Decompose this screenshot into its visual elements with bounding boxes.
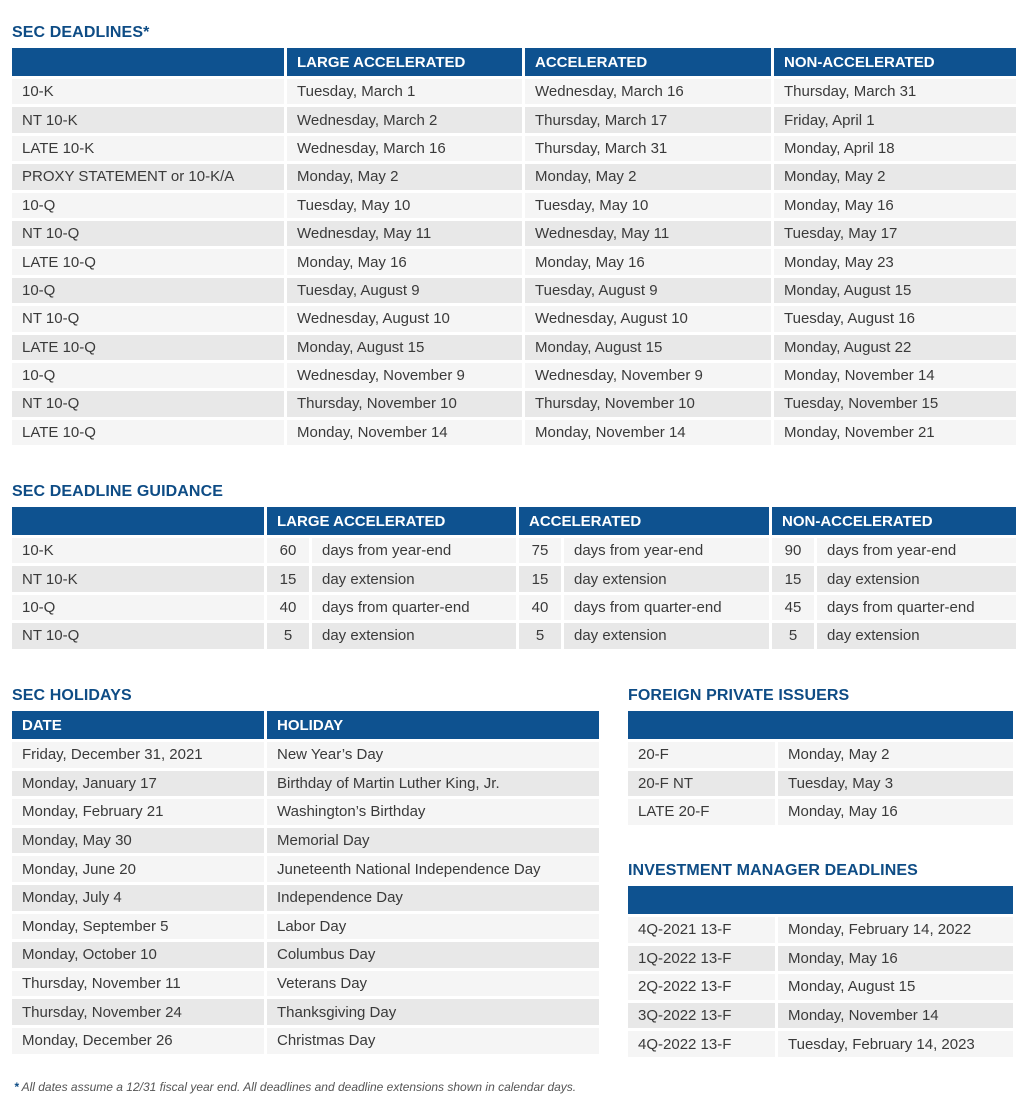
table-cell: day extension bbox=[564, 623, 769, 648]
table-row bbox=[628, 946, 1013, 972]
table-cell: Wednesday, March 16 bbox=[287, 136, 522, 161]
table-cell: 20-F NT bbox=[628, 771, 775, 797]
holidays-table bbox=[9, 708, 602, 1057]
table-cell: Thursday, March 31 bbox=[525, 136, 771, 161]
table-cell: Monday, November 14 bbox=[778, 1003, 1013, 1029]
table-cell-number: 75 bbox=[519, 538, 561, 563]
table-cell: Monday, May 16 bbox=[774, 193, 1016, 218]
table-cell: 10-Q bbox=[12, 278, 284, 303]
table-cell: Monday, May 2 bbox=[525, 164, 771, 189]
table-row bbox=[628, 974, 1013, 1000]
table-header-row bbox=[628, 886, 1013, 914]
footnote-text: All dates assume a 12/31 fiscal year end. All deadlines and deadline extensions shown in calendar days. bbox=[21, 1080, 577, 1094]
table-cell: Memorial Day bbox=[267, 828, 599, 854]
table-cell: Columbus Day bbox=[267, 942, 599, 968]
table-cell: Wednesday, March 2 bbox=[287, 107, 522, 132]
column-header: ACCELERATED bbox=[525, 48, 771, 76]
table-cell: days from year-end bbox=[564, 538, 769, 563]
table-cell: NT 10-Q bbox=[12, 221, 284, 246]
table-cell: Monday, November 14 bbox=[774, 363, 1016, 388]
column-header bbox=[628, 711, 1013, 739]
table-cell: Thursday, November 10 bbox=[525, 391, 771, 416]
table-cell: days from quarter-end bbox=[564, 595, 769, 620]
column-header bbox=[12, 48, 284, 76]
table-cell: New Year’s Day bbox=[267, 742, 599, 768]
table-row bbox=[12, 999, 599, 1025]
table-cell: Wednesday, August 10 bbox=[287, 306, 522, 331]
table-cell: Monday, August 15 bbox=[778, 974, 1013, 1000]
table-cell: Thursday, November 11 bbox=[12, 971, 264, 997]
table-cell: LATE 10-Q bbox=[12, 249, 284, 274]
table-cell: Christmas Day bbox=[267, 1028, 599, 1054]
table-cell-number: 45 bbox=[772, 595, 814, 620]
column-header: NON-ACCELERATED bbox=[774, 48, 1016, 76]
table-cell: days from year-end bbox=[817, 538, 1016, 563]
table-cell: days from year-end bbox=[312, 538, 516, 563]
table-row bbox=[12, 856, 599, 882]
table-cell: Tuesday, February 14, 2023 bbox=[778, 1031, 1013, 1057]
table-cell: 10-Q bbox=[12, 595, 264, 620]
table-row bbox=[628, 1003, 1013, 1029]
table-row bbox=[12, 79, 1016, 104]
table-cell: Monday, November 14 bbox=[525, 420, 771, 445]
sec-deadlines-title: SEC DEADLINES* bbox=[12, 24, 150, 41]
table-cell: Tuesday, August 9 bbox=[287, 278, 522, 303]
table-cell: day extension bbox=[312, 566, 516, 591]
table-cell: NT 10-K bbox=[12, 566, 264, 591]
table-cell: 1Q-2022 13-F bbox=[628, 946, 775, 972]
table-cell: Monday, February 14, 2022 bbox=[778, 917, 1013, 943]
table-cell: Tuesday, May 3 bbox=[778, 771, 1013, 797]
table-cell: Tuesday, November 15 bbox=[774, 391, 1016, 416]
table-row bbox=[12, 828, 599, 854]
table-row bbox=[12, 885, 599, 911]
table-cell: Monday, January 17 bbox=[12, 771, 264, 797]
table-cell: Monday, October 10 bbox=[12, 942, 264, 968]
table-row bbox=[628, 1031, 1013, 1057]
investment-deadlines-table bbox=[625, 883, 1016, 1060]
table-cell: Monday, May 2 bbox=[778, 742, 1013, 768]
table-row bbox=[12, 942, 599, 968]
table-cell: Monday, May 30 bbox=[12, 828, 264, 854]
table-row bbox=[12, 221, 1016, 246]
table-row bbox=[12, 623, 1016, 648]
holidays-title: SEC HOLIDAYS bbox=[12, 687, 132, 704]
table-row bbox=[12, 566, 1016, 591]
table-cell: Monday, May 2 bbox=[287, 164, 522, 189]
table-row bbox=[12, 742, 599, 768]
table-cell: Monday, September 5 bbox=[12, 914, 264, 940]
column-header: LARGE ACCELERATED bbox=[267, 507, 516, 535]
table-cell: day extension bbox=[817, 566, 1016, 591]
table-cell: Tuesday, May 17 bbox=[774, 221, 1016, 246]
table-cell: Tuesday, August 16 bbox=[774, 306, 1016, 331]
table-cell: Monday, August 22 bbox=[774, 335, 1016, 360]
table-cell: Wednesday, August 10 bbox=[525, 306, 771, 331]
table-header-row bbox=[12, 48, 1016, 76]
table-cell: NT 10-Q bbox=[12, 391, 284, 416]
table-cell: 10-K bbox=[12, 538, 264, 563]
investment-deadlines-title: INVESTMENT MANAGER DEADLINES bbox=[628, 862, 918, 879]
column-header: NON-ACCELERATED bbox=[772, 507, 1016, 535]
table-cell-number: 90 bbox=[772, 538, 814, 563]
table-cell: Monday, August 15 bbox=[774, 278, 1016, 303]
table-cell-number: 40 bbox=[519, 595, 561, 620]
table-row bbox=[628, 771, 1013, 797]
table-cell-number: 60 bbox=[267, 538, 309, 563]
table-cell: Washington’s Birthday bbox=[267, 799, 599, 825]
table-cell: Monday, November 14 bbox=[287, 420, 522, 445]
table-cell: Monday, July 4 bbox=[12, 885, 264, 911]
column-header: HOLIDAY bbox=[267, 711, 599, 739]
table-cell: Monday, May 23 bbox=[774, 249, 1016, 274]
table-row bbox=[12, 249, 1016, 274]
table-cell: LATE 20-F bbox=[628, 799, 775, 825]
table-cell: Wednesday, May 11 bbox=[525, 221, 771, 246]
table-row bbox=[12, 771, 599, 797]
guidance-title: SEC DEADLINE GUIDANCE bbox=[12, 483, 224, 500]
table-cell: Thursday, November 10 bbox=[287, 391, 522, 416]
table-cell: Monday, April 18 bbox=[774, 136, 1016, 161]
table-cell: Monday, November 21 bbox=[774, 420, 1016, 445]
column-header bbox=[628, 886, 1013, 914]
table-header-row bbox=[12, 711, 599, 739]
table-cell: 10-K bbox=[12, 79, 284, 104]
sec-deadlines-table bbox=[9, 45, 1019, 448]
column-header: DATE bbox=[12, 711, 264, 739]
table-row bbox=[12, 391, 1016, 416]
table-cell: Tuesday, May 10 bbox=[525, 193, 771, 218]
table-cell: Tuesday, May 10 bbox=[287, 193, 522, 218]
table-header-row bbox=[628, 711, 1013, 739]
table-cell: day extension bbox=[564, 566, 769, 591]
table-cell: LATE 10-Q bbox=[12, 335, 284, 360]
table-cell: Wednesday, November 9 bbox=[525, 363, 771, 388]
table-cell: 10-Q bbox=[12, 363, 284, 388]
table-cell: Birthday of Martin Luther King, Jr. bbox=[267, 771, 599, 797]
table-cell: Monday, May 16 bbox=[525, 249, 771, 274]
foreign-issuers-table bbox=[625, 708, 1016, 828]
table-row bbox=[12, 193, 1016, 218]
table-cell: Thursday, March 31 bbox=[774, 79, 1016, 104]
table-cell: NT 10-Q bbox=[12, 623, 264, 648]
table-cell: Labor Day bbox=[267, 914, 599, 940]
table-cell: days from quarter-end bbox=[312, 595, 516, 620]
table-row bbox=[12, 136, 1016, 161]
table-cell: 4Q-2021 13-F bbox=[628, 917, 775, 943]
table-cell: Wednesday, May 11 bbox=[287, 221, 522, 246]
table-cell: Monday, December 26 bbox=[12, 1028, 264, 1054]
table-cell: days from quarter-end bbox=[817, 595, 1016, 620]
table-row bbox=[628, 742, 1013, 768]
table-cell: Monday, February 21 bbox=[12, 799, 264, 825]
table-cell: Thursday, November 24 bbox=[12, 999, 264, 1025]
guidance-table bbox=[9, 504, 1019, 652]
table-row bbox=[12, 306, 1016, 331]
table-cell: Monday, August 15 bbox=[287, 335, 522, 360]
footnote-star: * bbox=[14, 1080, 19, 1094]
table-row bbox=[12, 914, 599, 940]
table-cell: Monday, May 16 bbox=[287, 249, 522, 274]
table-cell: Monday, August 15 bbox=[525, 335, 771, 360]
table-cell: NT 10-Q bbox=[12, 306, 284, 331]
table-cell: Monday, June 20 bbox=[12, 856, 264, 882]
table-row bbox=[12, 278, 1016, 303]
table-row bbox=[628, 799, 1013, 825]
table-cell: Tuesday, March 1 bbox=[287, 79, 522, 104]
table-cell: 3Q-2022 13-F bbox=[628, 1003, 775, 1029]
column-header bbox=[12, 507, 264, 535]
table-cell: 10-Q bbox=[12, 193, 284, 218]
table-row bbox=[12, 799, 599, 825]
table-cell-number: 5 bbox=[772, 623, 814, 648]
column-header: ACCELERATED bbox=[519, 507, 769, 535]
table-cell-number: 5 bbox=[519, 623, 561, 648]
table-cell: Friday, December 31, 2021 bbox=[12, 742, 264, 768]
table-cell: Wednesday, March 16 bbox=[525, 79, 771, 104]
table-cell: day extension bbox=[817, 623, 1016, 648]
table-header-row bbox=[12, 507, 1016, 535]
table-cell: Monday, May 2 bbox=[774, 164, 1016, 189]
table-row bbox=[12, 420, 1016, 445]
table-cell: Thanksgiving Day bbox=[267, 999, 599, 1025]
table-row bbox=[628, 917, 1013, 943]
table-row bbox=[12, 107, 1016, 132]
table-row bbox=[12, 335, 1016, 360]
table-cell: day extension bbox=[312, 623, 516, 648]
table-cell: Veterans Day bbox=[267, 971, 599, 997]
table-cell: Independence Day bbox=[267, 885, 599, 911]
table-row bbox=[12, 1028, 599, 1054]
table-cell: 20-F bbox=[628, 742, 775, 768]
table-cell: Friday, April 1 bbox=[774, 107, 1016, 132]
table-cell-number: 40 bbox=[267, 595, 309, 620]
table-cell: Wednesday, November 9 bbox=[287, 363, 522, 388]
table-cell-number: 5 bbox=[267, 623, 309, 648]
table-cell: NT 10-K bbox=[12, 107, 284, 132]
table-cell: Monday, May 16 bbox=[778, 799, 1013, 825]
foreign-issuers-title: FOREIGN PRIVATE ISSUERS bbox=[628, 687, 850, 704]
table-cell-number: 15 bbox=[519, 566, 561, 591]
table-cell: Monday, May 16 bbox=[778, 946, 1013, 972]
table-row bbox=[12, 164, 1016, 189]
table-cell-number: 15 bbox=[267, 566, 309, 591]
table-row bbox=[12, 595, 1016, 620]
table-cell: LATE 10-K bbox=[12, 136, 284, 161]
footnote bbox=[14, 1080, 576, 1094]
table-cell: Juneteenth National Independence Day bbox=[267, 856, 599, 882]
table-cell: LATE 10-Q bbox=[12, 420, 284, 445]
column-header: LARGE ACCELERATED bbox=[287, 48, 522, 76]
table-cell: 2Q-2022 13-F bbox=[628, 974, 775, 1000]
table-cell: Tuesday, August 9 bbox=[525, 278, 771, 303]
table-cell: PROXY STATEMENT or 10-K/A bbox=[12, 164, 284, 189]
table-cell: 4Q-2022 13-F bbox=[628, 1031, 775, 1057]
table-cell: Thursday, March 17 bbox=[525, 107, 771, 132]
table-row bbox=[12, 363, 1016, 388]
table-cell-number: 15 bbox=[772, 566, 814, 591]
table-row bbox=[12, 971, 599, 997]
table-row bbox=[12, 538, 1016, 563]
